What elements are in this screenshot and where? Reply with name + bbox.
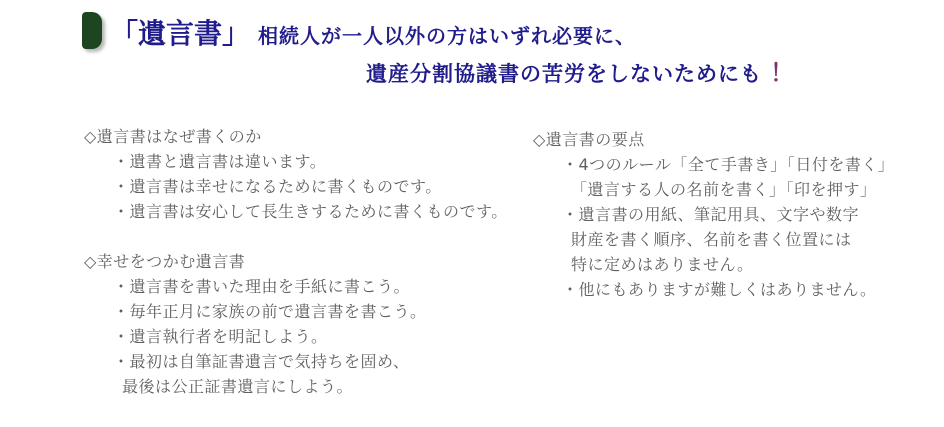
list-item: ・遺言書の用紙、筆記用具、文字や数字 (562, 205, 860, 224)
list-item: 「遺言する人の名前を書く」「印を押す」 (571, 180, 877, 199)
exclamation-mark: ！ (770, 59, 794, 87)
list-item: ・4つのルール「全て手書き」「日付を書く」 (562, 155, 895, 174)
list-item: ・最初は自筆証書遺言で気持ちを固め、 (113, 352, 410, 371)
section-heading: ◇幸せをつかむ遺言書 (84, 252, 246, 271)
list-item: 最後は公正証書遺言にしよう。 (122, 377, 354, 396)
section-heading: ◇遺言書はなぜ書くのか (84, 127, 262, 146)
list-item: ・他にもありますが難しくはありません。 (562, 280, 877, 299)
list-item: ・遺言書は幸せになるために書くものです。 (113, 177, 442, 196)
section (84, 249, 529, 399)
list-item: ・遺言書は安心して長生きするために書くものです。 (113, 202, 508, 221)
section (533, 127, 938, 302)
list-item: 特に定めはありません。 (571, 255, 754, 274)
column-left (84, 124, 529, 399)
title-text: 相続人が一人以外の方はいずれ必要に、 (250, 24, 636, 48)
subtitle-text: 遺産分割協議書の苦労をしないためにも (366, 62, 762, 86)
title-keyword: 「遺言書」 (110, 17, 251, 50)
list-item: 財産を書く順序、名前を書く位置には (571, 230, 852, 249)
page-title (110, 12, 636, 52)
section-heading: ◇遺言書の要点 (533, 130, 645, 149)
title-marker-icon (82, 12, 102, 49)
column-right (533, 127, 938, 302)
list-item: ・遺言執行者を明記しよう。 (113, 327, 328, 346)
list-item: ・毎年正月に家族の前で遺言書を書こう。 (113, 302, 427, 321)
list-item: ・遺言書を書いた理由を手紙に書こう。 (113, 277, 411, 296)
page-subtitle (366, 53, 794, 88)
list-item: ・遺書と遺言書は違います。 (113, 152, 327, 171)
section (84, 124, 529, 224)
